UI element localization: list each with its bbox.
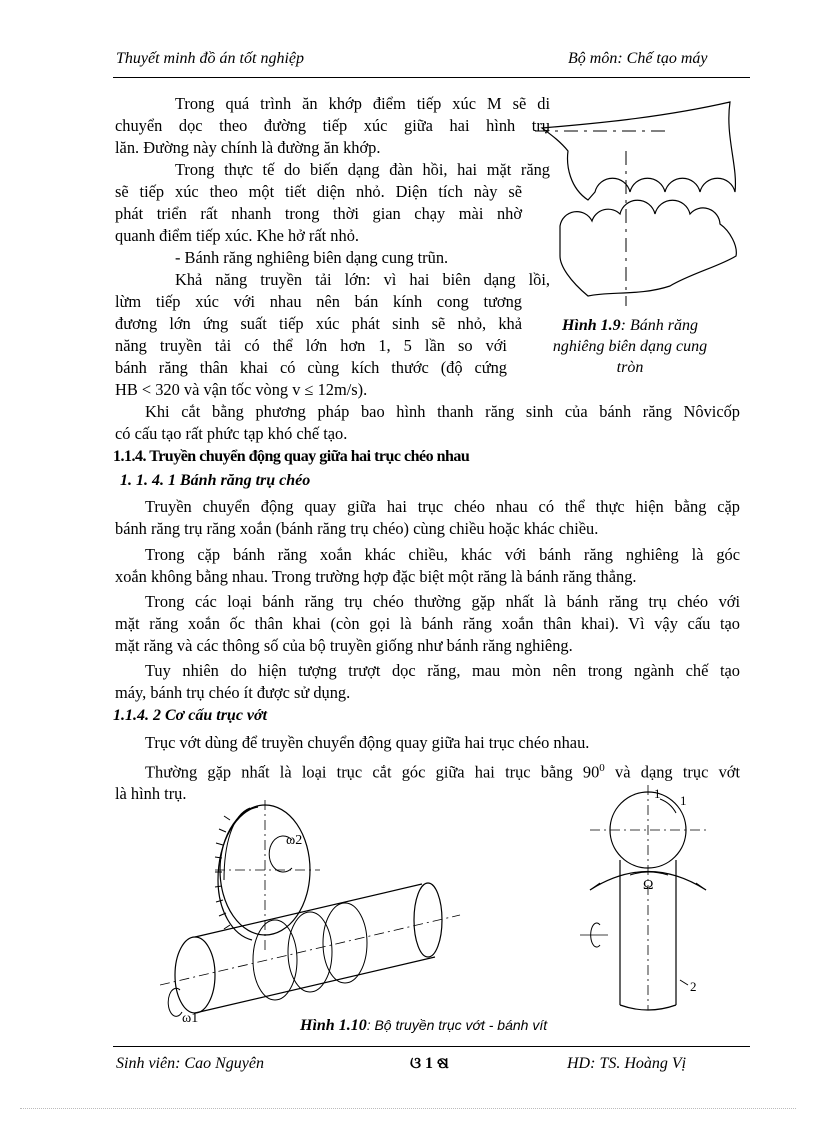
text-line: là hình trụ. <box>115 784 187 804</box>
text-line: mặt răng xoắn ốc thân khai (còn gọi là bánh răng xoắn thân khai). Vì vậy cấu tạo <box>115 614 740 633</box>
figure-1-9-arc-gear <box>530 96 750 311</box>
text-line: Khi cắt bằng phương pháp bao hình thanh răng sinh của bánh răng Nôvicốp <box>145 402 740 421</box>
worm-top-edge <box>195 884 422 937</box>
text-line: HB < 320 và vận tốc vòng v ≤ 12m/s). <box>115 380 368 399</box>
caption-label: Hình 1.9 <box>561 317 621 334</box>
paragraph-involute-helix <box>115 591 740 657</box>
text-line: lừm tiếp xúc với nhau nên bán kính cong tương <box>115 292 522 311</box>
text-line: Trong các loại bánh răng trụ chéo thường gặp nhất là bánh răng trụ chéo với <box>145 592 740 611</box>
figure-1-10-worm-drive-schematic <box>580 785 730 1015</box>
paragraph-helix-angle <box>115 544 740 588</box>
footer-left: Sinh viên: Cao Nguyên <box>116 1055 264 1072</box>
paragraph-contact-point <box>115 93 550 159</box>
figure-1-10-caption <box>300 1015 547 1036</box>
text-line: và dạng trục vớt <box>604 762 741 782</box>
label-1-b: 1 <box>680 793 687 808</box>
worm-end <box>175 937 215 1013</box>
text-line: bánh răng thân khai có cùng kích thước (độ cứng <box>115 358 507 377</box>
worm-bottom-edge <box>195 957 435 1013</box>
caption-text: : Bộ truyền trục vớt - bánh vít <box>366 1017 548 1033</box>
caption-text: tròn <box>616 359 644 376</box>
leader-2 <box>680 980 688 985</box>
omega2-label: ω2 <box>286 833 303 848</box>
label-1-a: 1 <box>654 786 661 801</box>
caption-label: Hình 1.10 <box>300 1017 367 1034</box>
text-line: Trong thực tế do biến dạng đàn hồi, hai mặt răng <box>175 160 550 179</box>
text-line: Trong quá trình ăn khớp điểm tiếp xúc M sẽ di <box>175 94 550 113</box>
text-line: có cấu tạo rất phức tạp khó chế tạo. <box>115 424 348 443</box>
text-line: quanh điểm tiếp xúc. Khe hở rất nhỏ. <box>115 226 359 245</box>
lower-gear-outline <box>560 200 736 296</box>
section-heading-1-1-4-1: 1. 1. 4. 1 Bánh răng trụ chéo <box>120 472 311 489</box>
worm-axis <box>160 915 460 985</box>
text-line: lăn. Đường này chính là đường ăn khớp. <box>115 138 381 157</box>
text-line: bánh răng trụ răng xoắn (bánh răng trụ chéo) cùng chiều hoặc khác chiều. <box>115 519 599 538</box>
header-left: Thuyết minh đồ án tốt nghiệp <box>116 50 304 67</box>
footer-rule <box>113 1046 750 1047</box>
text-line: đương lớn ứng suất tiếp xúc phát sinh sẽ nhỏ, khả <box>115 314 522 333</box>
text-line: phát triển rất nhanh trong thời gian chạy mài nhờ <box>115 204 522 223</box>
upper-gear-outline <box>542 102 735 200</box>
caption-text: nghiêng biên dạng cung <box>552 338 708 355</box>
footer-right: HD: TS. Hoàng Vị <box>567 1055 687 1072</box>
text-line: Truyền chuyển động quay giữa hai trục chéo nhau có thể thực hiện bằng cặp <box>145 497 740 516</box>
caption-text: : Bánh răng <box>620 317 698 334</box>
paragraph-worm-purpose: Trục vớt dùng để truyền chuyển động quay giữa hai trục chéo nhau. <box>145 733 590 752</box>
section-heading-1-1-4-2: 1.1.4. 2 Cơ cấu trục vớt <box>113 707 268 724</box>
page-bottom-dotted-line <box>20 1108 796 1109</box>
page-number: ଓ 1 ଷ <box>410 1055 449 1072</box>
label-2: 2 <box>690 979 697 994</box>
figure-1-10-worm-drive-perspective <box>160 800 480 1025</box>
text-line: chuyển dọc theo đường tiếp xúc giữa hai hình trụ <box>115 116 550 135</box>
paragraph-sliding-wear <box>115 660 740 704</box>
rotation-arrow-1 <box>660 799 676 813</box>
text-line: sẽ tiếp xúc theo một tiết diện nhỏ. Diện tích này sẽ <box>115 182 522 201</box>
header-right: Bộ môn: Chế tạo máy <box>568 50 708 67</box>
header-rule <box>113 77 750 78</box>
paragraph-elastic-deformation <box>115 159 550 247</box>
section-heading-1-1-4: 1.1.4. Truyền chuyển động quay giữa hai trục chéo nhau <box>113 448 470 465</box>
paragraph-arc-profile: - Bánh răng nghiêng biên dạng cung trũn. <box>175 248 449 267</box>
omega1-label: ω1 <box>182 1011 199 1025</box>
text-line: Trong cặp bánh răng xoắn khác chiều, khác với bánh răng nghiêng là góc <box>145 545 740 564</box>
text-line: Khả năng truyền tải lớn: vì hai biên dạng lồi, <box>175 270 550 289</box>
text-line: Tuy nhiên do hiện tượng trượt dọc răng, mau mòn nên trong ngành chế tạo <box>145 661 740 680</box>
text-line: mặt răng và các thông số của bộ truyền giống như bánh răng nghiêng. <box>115 636 573 655</box>
superscript: 0 <box>599 762 605 774</box>
text-line: năng truyền tải có thể lớn hơn 1, 5 lần so với <box>115 336 507 355</box>
rotation-arrow-worm <box>168 988 182 1016</box>
text-line: Thường gặp nhất là loại trục cắt góc giữa hai trục bằng 90 <box>145 762 600 782</box>
text-line: xoắn không bằng nhau. Trong trường hợp đặc biệt một răng là bánh răng thẳng. <box>115 567 637 586</box>
paragraph-crossed-helical <box>115 496 740 540</box>
worm-thread-3 <box>323 903 367 983</box>
paragraph-novikov-cutting <box>115 401 740 445</box>
text-line: máy, bánh trụ chéo ít được sử dụng. <box>115 683 351 702</box>
paragraph-load-capacity <box>115 269 550 401</box>
big-omega-label: Ω <box>643 878 654 893</box>
figure-1-9-caption <box>518 315 742 378</box>
